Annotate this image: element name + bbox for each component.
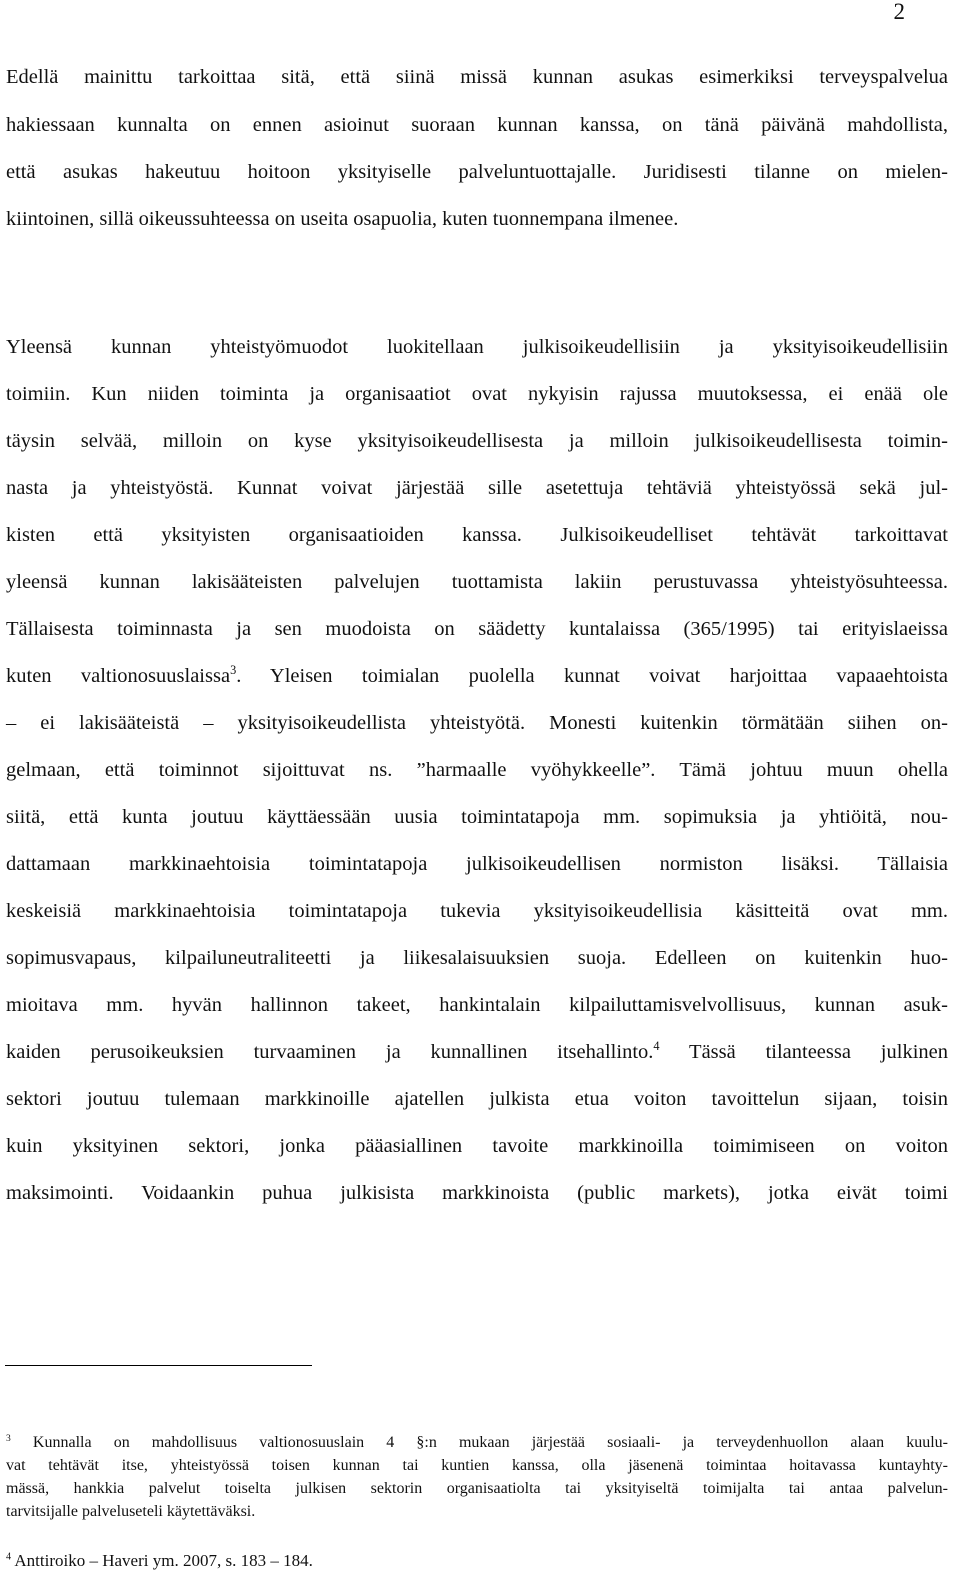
- paragraph-line: Yleensä kunnan yhteistyömuodot luokitellaan julkisoikeudellisiin ja yksityisoikeudellisiin: [6, 336, 948, 358]
- paragraph-line: [6, 662, 948, 690]
- line-text: . Yleisen toimialan puolella kunnat voivat harjoittaa vapaaehtoista: [236, 665, 948, 687]
- footnote-line: [6, 1433, 948, 1453]
- paragraph-line: mioitava mm. hyvän hallinnon takeet, hankintalain kilpailuttamisvelvollisuus, kunnan asuk-: [6, 994, 948, 1016]
- line-text: kuten valtionosuuslaissa: [6, 665, 231, 687]
- paragraph-line: hakiessaan kunnalta on ennen asioinut suoraan kunnan kanssa, on tänä päivänä mahdollista,: [6, 114, 948, 136]
- paragraph-line: nasta ja yhteistyöstä. Kunnat voivat järjestää sille asetettuja tehtäviä yhteistyössä sekä jul-: [6, 477, 948, 499]
- paragraph-line: että asukas hakeutuu hoitoon yksityiselle palveluntuottajalle. Juridisesti tilanne on mielen-: [6, 161, 948, 183]
- paragraph-line: kuin yksityinen sektori, jonka pääasiallinen tavoite markkinoilla toimimiseen on voiton: [6, 1135, 948, 1157]
- footnote-text: Anttiroiko – Haveri ym. 2007, s. 183 – 184.: [11, 1551, 313, 1570]
- paragraph-line: kisten että yksityisten organisaatioiden kanssa. Julkisoikeudelliset tehtävät tarkoittavat: [6, 524, 948, 546]
- paragraph-line: keskeisiä markkinaehtoisia toimintatapoja tukevia yksityisoikeudellisia käsitteitä ovat mm.: [6, 900, 948, 922]
- page-number: 2: [893, 0, 905, 24]
- paragraph-line: [6, 1038, 948, 1066]
- paragraph-line: maksimointi. Voidaankin puhua julkisista markkinoista (public markets), jotka eivät toimi: [6, 1182, 948, 1204]
- paragraph-line: toimiin. Kun niiden toiminta ja organisaatiot ovat nykyisin rajussa muutoksessa, ei enää ole: [6, 383, 948, 405]
- footnote-line: tarvitsijalle palveluseteli käytettäväksi.: [6, 1503, 256, 1520]
- paragraph-line: kiintoinen, sillä oikeussuhteessa on useita osapuolia, kuten tuonnempana ilmenee.: [6, 208, 679, 230]
- line-text: kaiden perusoikeuksien turvaaminen ja kunnallinen itsehallinto.: [6, 1041, 654, 1063]
- paragraph-line: sektori joutuu tulemaan markkinoille ajatellen julkista etua voiton tavoittelun sijaan, toisin: [6, 1088, 948, 1110]
- paragraph-line: yleensä kunnan lakisääteisten palvelujen tuottamista lakiin perustuvassa yhteistyösuhteessa.: [6, 571, 948, 593]
- line-text: Tässä tilanteessa julkinen: [659, 1041, 948, 1063]
- paragraph-line: gelmaan, että toiminnot sijoittuvat ns. ”harmaalle vyöhykkeelle”. Tämä johtuu muun ohella: [6, 759, 948, 781]
- paragraph-line: Tällaisesta toiminnasta ja sen muodoista on säädetty kuntalaissa (365/1995) tai erityislaeissa: [6, 618, 948, 640]
- footnote-ref-4[interactable]: 4: [653, 1039, 660, 1054]
- paragraph-line: – ei lakisääteistä – yksityisoikeudellista yhteistyötä. Monesti kuitenkin törmätään siihen on-: [6, 712, 948, 734]
- footnote-line: mässä, hankkia palvelut toiselta julkisen sektorin organisaatiolta tai yksityiseltä toimijalta tai antaa palvelun-: [6, 1480, 948, 1497]
- footnote-marker: 4: [6, 1551, 12, 1563]
- paragraph-line: täysin selvää, milloin on kyse yksityisoikeudellisesta ja milloin julkisoikeudellisesta toimin-: [6, 430, 948, 452]
- paragraph-line: siitä, että kunta joutuu käyttäessään uusia toimintatapoja mm. sopimuksia ja yhtiöitä, nou-: [6, 806, 948, 828]
- paragraph-line: dattamaan markkinaehtoisia toimintatapoja julkisoikeudellisen normiston lisäksi. Tällaisia: [6, 853, 948, 875]
- footnote-text: Kunnalla on mahdollisuus valtionosuuslain 4 §:n mukaan järjestää sosiaali- ja terveydenhuollon alaan kuulu-: [10, 1434, 948, 1451]
- footnote-marker: 3: [6, 1432, 11, 1444]
- footnote-line: vat tehtävät itse, yhteistyössä toisen kunnan tai kuntien kanssa, olla jäsenenä toimintaa hoitavassa kuntayhty-: [6, 1457, 948, 1474]
- paragraph-line: sopimusvapaus, kilpailuneutraliteetti ja liikesalaisuuksien suoja. Edelleen on kuitenkin huo-: [6, 947, 948, 969]
- paragraph-line: Edellä mainittu tarkoittaa sitä, että siinä missä kunnan asukas esimerkiksi terveyspalvelua: [6, 66, 948, 88]
- footnote-ref-3[interactable]: 3: [230, 663, 237, 678]
- footnote-separator: [5, 1365, 312, 1366]
- footnote-line: [6, 1551, 948, 1571]
